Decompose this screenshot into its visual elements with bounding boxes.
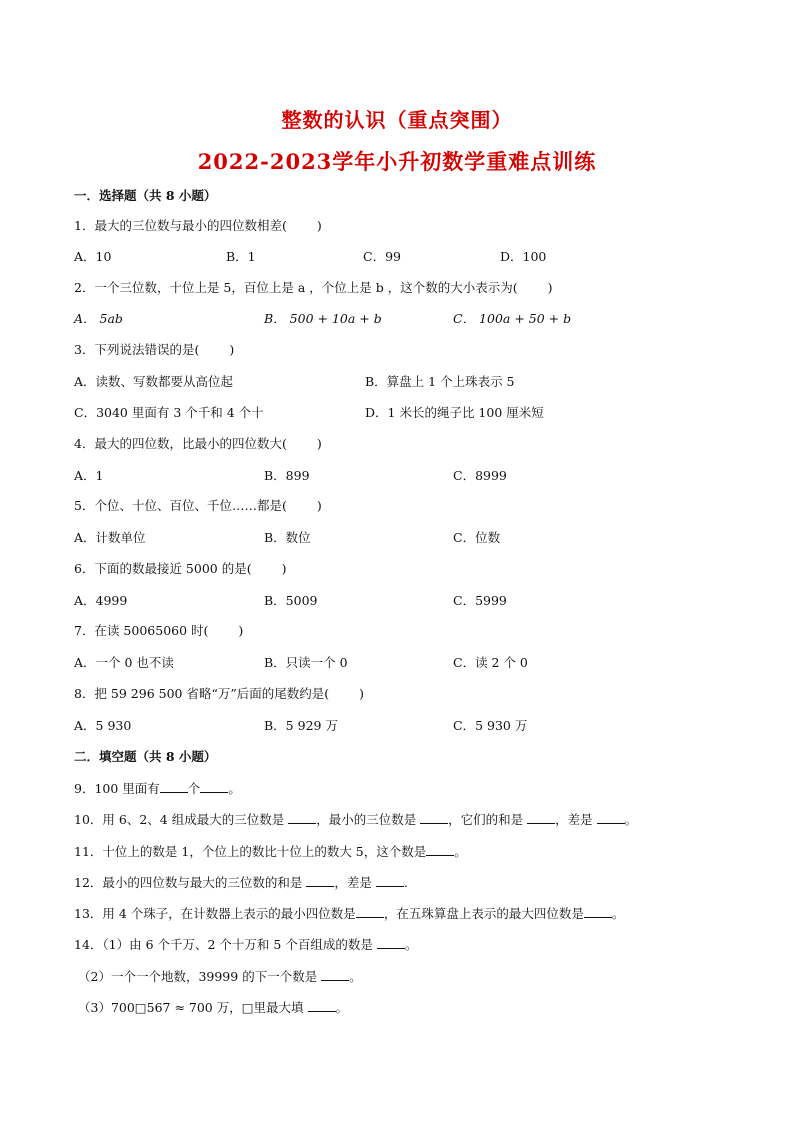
question-1: 1．最大的三位数与最小的四位数相差( ) — [74, 218, 322, 233]
option-a: A．1 — [74, 468, 104, 483]
option-c: C．3040 里面有 3 个千和 4 个十 — [74, 405, 264, 420]
question-8: 8．把 59 296 500 省略“万”后面的尾数约是( ) — [74, 686, 365, 701]
option-d: D．1 米长的绳子比 100 厘米短 — [365, 405, 544, 420]
option-a: A．4999 — [74, 593, 128, 608]
question-4: 4．最大的四位数，比最小的四位数大( ) — [74, 436, 322, 451]
question-stem: 5．个位、十位、百位、千位……都是( — [74, 498, 287, 513]
answer-blank[interactable] — [584, 905, 612, 918]
answer-blank[interactable] — [420, 811, 448, 824]
question-10: 10．用 6、2、4 组成最大的三位数是 ，最小的三位数是 ，它们的和是 ，差是 。 — [74, 812, 638, 827]
question-14-part-2: （2）一个一个地数，39999 的下一个数是 。 — [78, 969, 362, 984]
option-a: A．5 930 — [74, 718, 132, 733]
question-13: 13．用 4 个珠子，在计数器上表示的最小四位数是 ，在五珠算盘上表示的最大四位数是 。 — [74, 906, 625, 921]
document-title: 整数的认识（重点突围） — [281, 108, 513, 132]
question-14-part-3: （3）700□567 ≈ 700 万，□里最大填 。 — [78, 1000, 349, 1015]
option-c: C．5999 — [453, 593, 507, 608]
question-3: 3．下列说法错误的是( ) — [74, 342, 235, 357]
option-a: A．计数单位 — [74, 530, 146, 545]
section-heading-choice: 一．选择题（共 8 小题） — [74, 188, 217, 203]
option-a: A．10 — [74, 249, 112, 264]
option-b: B．1 — [226, 249, 256, 264]
question-stem: 3．下列说法错误的是( — [74, 342, 200, 357]
answer-blank[interactable] — [321, 968, 349, 981]
question-7: 7．在读 50065060 时( ) — [74, 623, 244, 638]
option-a: A．一个 0 也不读 — [74, 655, 174, 670]
section-heading-fill: 二．填空题（共 8 小题） — [74, 749, 217, 764]
option-c: C． 100a + 50 + b — [453, 311, 572, 326]
option-b: B．899 — [264, 468, 310, 483]
question-9: 9．100 里面有 个 。 — [74, 781, 241, 796]
answer-blank[interactable] — [160, 780, 188, 793]
question-stem: 8．把 59 296 500 省略“万”后面的尾数约是( — [74, 686, 330, 701]
option-c: C．8999 — [453, 468, 507, 483]
question-stem: 2．一个三位数，十位上是 5，百位上是 a ，个位上是 b ，这个数的大小表示为( — [74, 280, 518, 295]
answer-blank[interactable] — [306, 874, 334, 887]
option-b: B．算盘上 1 个上珠表示 5 — [365, 374, 515, 389]
answer-blank[interactable] — [288, 811, 316, 824]
question-stem: 7．在读 50065060 时( — [74, 623, 209, 638]
option-b: B．数位 — [264, 530, 311, 545]
question-12: 12．最小的四位数与最大的三位数的和是 ，差是 . — [74, 875, 408, 890]
option-c: C．99 — [363, 249, 401, 264]
question-stem: 6．下面的数最接近 5000 的是( — [74, 561, 252, 576]
question-6: 6．下面的数最接近 5000 的是( ) — [74, 561, 287, 576]
question-stem: 1．最大的三位数与最小的四位数相差( — [74, 218, 287, 233]
option-c: C．5 930 万 — [453, 718, 528, 733]
question-stem: 4．最大的四位数，比最小的四位数大( — [74, 436, 287, 451]
answer-blank[interactable] — [376, 874, 404, 887]
question-2: 2．一个三位数，十位上是 5，百位上是 a ，个位上是 b ，这个数的大小表示为( ) — [74, 280, 553, 295]
option-c: C．读 2 个 0 — [453, 655, 528, 670]
answer-blank[interactable] — [597, 811, 625, 824]
answer-blank[interactable] — [426, 843, 454, 856]
option-b: B． 500 + 10a + b — [264, 311, 382, 326]
document-subtitle: 2022-2023学年小升初数学重难点训练 — [197, 149, 597, 174]
option-b: B．只读一个 0 — [264, 655, 348, 670]
answer-blank[interactable] — [527, 811, 555, 824]
option-a: A．读数、写数都要从高位起 — [74, 374, 234, 389]
option-c: C．位数 — [453, 530, 501, 545]
answer-blank[interactable] — [200, 780, 228, 793]
option-a: A． 5ab — [74, 311, 123, 326]
option-b: B．5009 — [264, 593, 318, 608]
option-b: B．5 929 万 — [264, 718, 338, 733]
option-d: D．100 — [500, 249, 547, 264]
question-11: 11．十位上的数是 1，个位上的数比十位上的数大 5，这个数是 。 — [74, 844, 467, 859]
answer-blank[interactable] — [308, 999, 336, 1012]
question-14-part-1: 14．（1）由 6 个千万、2 个十万和 5 个百组成的数是 。 — [74, 937, 418, 952]
question-5: 5．个位、十位、百位、千位……都是( ) — [74, 498, 322, 513]
answer-blank[interactable] — [356, 905, 384, 918]
answer-blank[interactable] — [377, 936, 405, 949]
